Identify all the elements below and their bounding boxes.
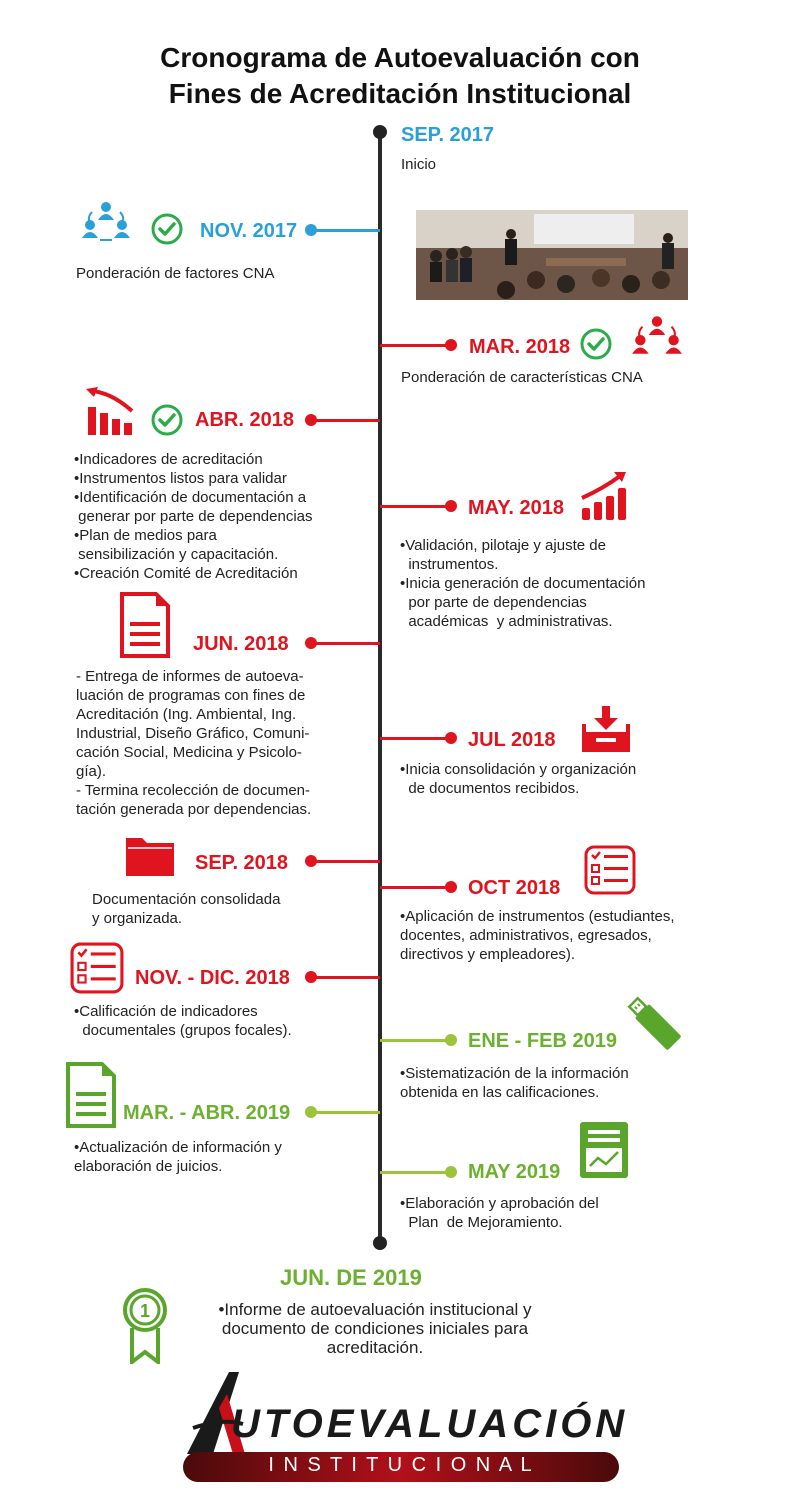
- text-may-2018: •Validación, pilotaje y ajuste de instrumentos. •Inicia generación de documentación por parte de dependencias académicas y administrativas.: [400, 537, 646, 630]
- text-jun-2018: - Entrega de informes de autoeva- luación de programas con fines de Acreditación (Ing. Ambiental, Ing. Industrial, Diseño Gráfico, Comuni- cación Social, Medicina y Psicolo- gía). - Termina recolección de documen- tación generada por dependencias.: [76, 668, 312, 818]
- text-nov-2017: Ponderación de factores CNA: [76, 265, 275, 282]
- connector-dot: [445, 339, 457, 351]
- text-abr-2018: •Indicadores de acreditación •Instrumentos listos para validar •Identificación de documentación a generar por parte de dependencias •Plan de medios para sensibilización y capacitación. •Creación Comité de Acreditación: [74, 451, 313, 582]
- report-chart-icon: [578, 1120, 630, 1180]
- date-may-2019: MAY 2019: [468, 1161, 561, 1183]
- connector-line: [380, 1039, 450, 1042]
- badge-number: 1: [139, 1301, 151, 1321]
- connector-dot: [445, 1034, 457, 1046]
- connector-line: [310, 229, 380, 232]
- checklist-icon: [70, 942, 124, 994]
- timeline-start-knob: [373, 125, 387, 139]
- title-line-1: Cronograma de Autoevaluación con: [160, 42, 640, 73]
- page-title: [0, 40, 800, 112]
- check-circle-icon: [150, 212, 184, 246]
- bar-chart-decline-icon: [84, 385, 140, 437]
- date-may-2018: MAY. 2018: [468, 497, 564, 519]
- date-jun-2019: JUN. DE 2019: [280, 1265, 422, 1290]
- connector-dot: [445, 732, 457, 744]
- connector-line: [380, 505, 450, 508]
- logo-word: UTOEVALUACIÓN: [231, 1402, 629, 1446]
- text-sep-2018: Documentación consolidada y organizada.: [92, 891, 281, 927]
- folder-icon: [124, 832, 176, 878]
- connector-line: [380, 1171, 450, 1174]
- date-jul-2018: JUL 2018: [468, 729, 556, 751]
- connector-line: [380, 886, 450, 889]
- text-oct-2018: •Aplicación de instrumentos (estudiantes, docentes, administrativos, egresados, directivos y empleadores).: [400, 908, 675, 963]
- connector-line: [380, 344, 450, 347]
- date-jun-2018: JUN. 2018: [193, 633, 289, 655]
- connector-line: [310, 642, 380, 645]
- connector-dot: [445, 500, 457, 512]
- connector-dot: [445, 881, 457, 893]
- text-jul-2018: •Inicia consolidación y organización de documentos recibidos.: [400, 761, 637, 797]
- usb-drive-icon: [624, 992, 684, 1054]
- connector-line: [310, 860, 380, 863]
- connector-line: [310, 976, 380, 979]
- date-oct-2018: OCT 2018: [468, 877, 561, 899]
- timeline-end-knob: [373, 1236, 387, 1250]
- checklist-icon: [584, 845, 636, 895]
- check-circle-icon: [579, 327, 613, 361]
- bar-chart-growth-icon: [578, 470, 634, 522]
- date-sep-2017: SEP. 2017: [401, 124, 495, 146]
- inbox-download-icon: [580, 704, 632, 754]
- date-ene-feb-2019: ENE - FEB 2019: [468, 1030, 617, 1052]
- date-mar-abr-2019: MAR. - ABR. 2019: [123, 1102, 291, 1124]
- document-icon: [120, 592, 170, 658]
- timeline-spine: [378, 130, 382, 1248]
- team-icon: [80, 198, 132, 242]
- text-jun-2019: •Informe de autoevaluación institucional y documento de condiciones iniciales para acreditación.: [218, 1300, 532, 1357]
- date-mar-2018: MAR. 2018: [469, 336, 571, 358]
- text-ene-feb-2019: •Sistematización de la información obtenida en las calificaciones.: [400, 1065, 629, 1101]
- connector-line: [310, 419, 380, 422]
- text-nov-dic-2018: •Calificación de indicadores documentales (grupos focales).: [74, 1003, 292, 1039]
- autoevaluacion-logo: [183, 1368, 629, 1488]
- title-line-2: Fines de Acreditación Institucional: [168, 78, 632, 109]
- document-icon: [66, 1062, 116, 1128]
- check-circle-icon: [150, 403, 184, 437]
- text-mar-abr-2019: •Actualización de información y elaboración de juicios.: [74, 1139, 282, 1175]
- text-mar-2018: Ponderación de características CNA: [401, 369, 643, 386]
- logo-subtitle: I N S T I T U C I O N A L: [268, 1454, 534, 1476]
- date-nov-dic-2018: NOV. - DIC. 2018: [135, 967, 290, 989]
- text-sep-2017: Inicio: [401, 156, 437, 173]
- award-ribbon-icon: [120, 1288, 170, 1364]
- team-icon: [630, 312, 684, 358]
- text-may-2019: •Elaboración y aprobación del Plan de Mejoramiento.: [400, 1195, 599, 1231]
- date-abr-2018: ABR. 2018: [195, 409, 294, 431]
- connector-line: [380, 737, 450, 740]
- connector-line: [310, 1111, 380, 1114]
- date-sep-2018: SEP. 2018: [195, 852, 289, 874]
- date-nov-2017: NOV. 2017: [200, 220, 298, 242]
- connector-dot: [445, 1166, 457, 1178]
- meeting-photo: [416, 210, 688, 300]
